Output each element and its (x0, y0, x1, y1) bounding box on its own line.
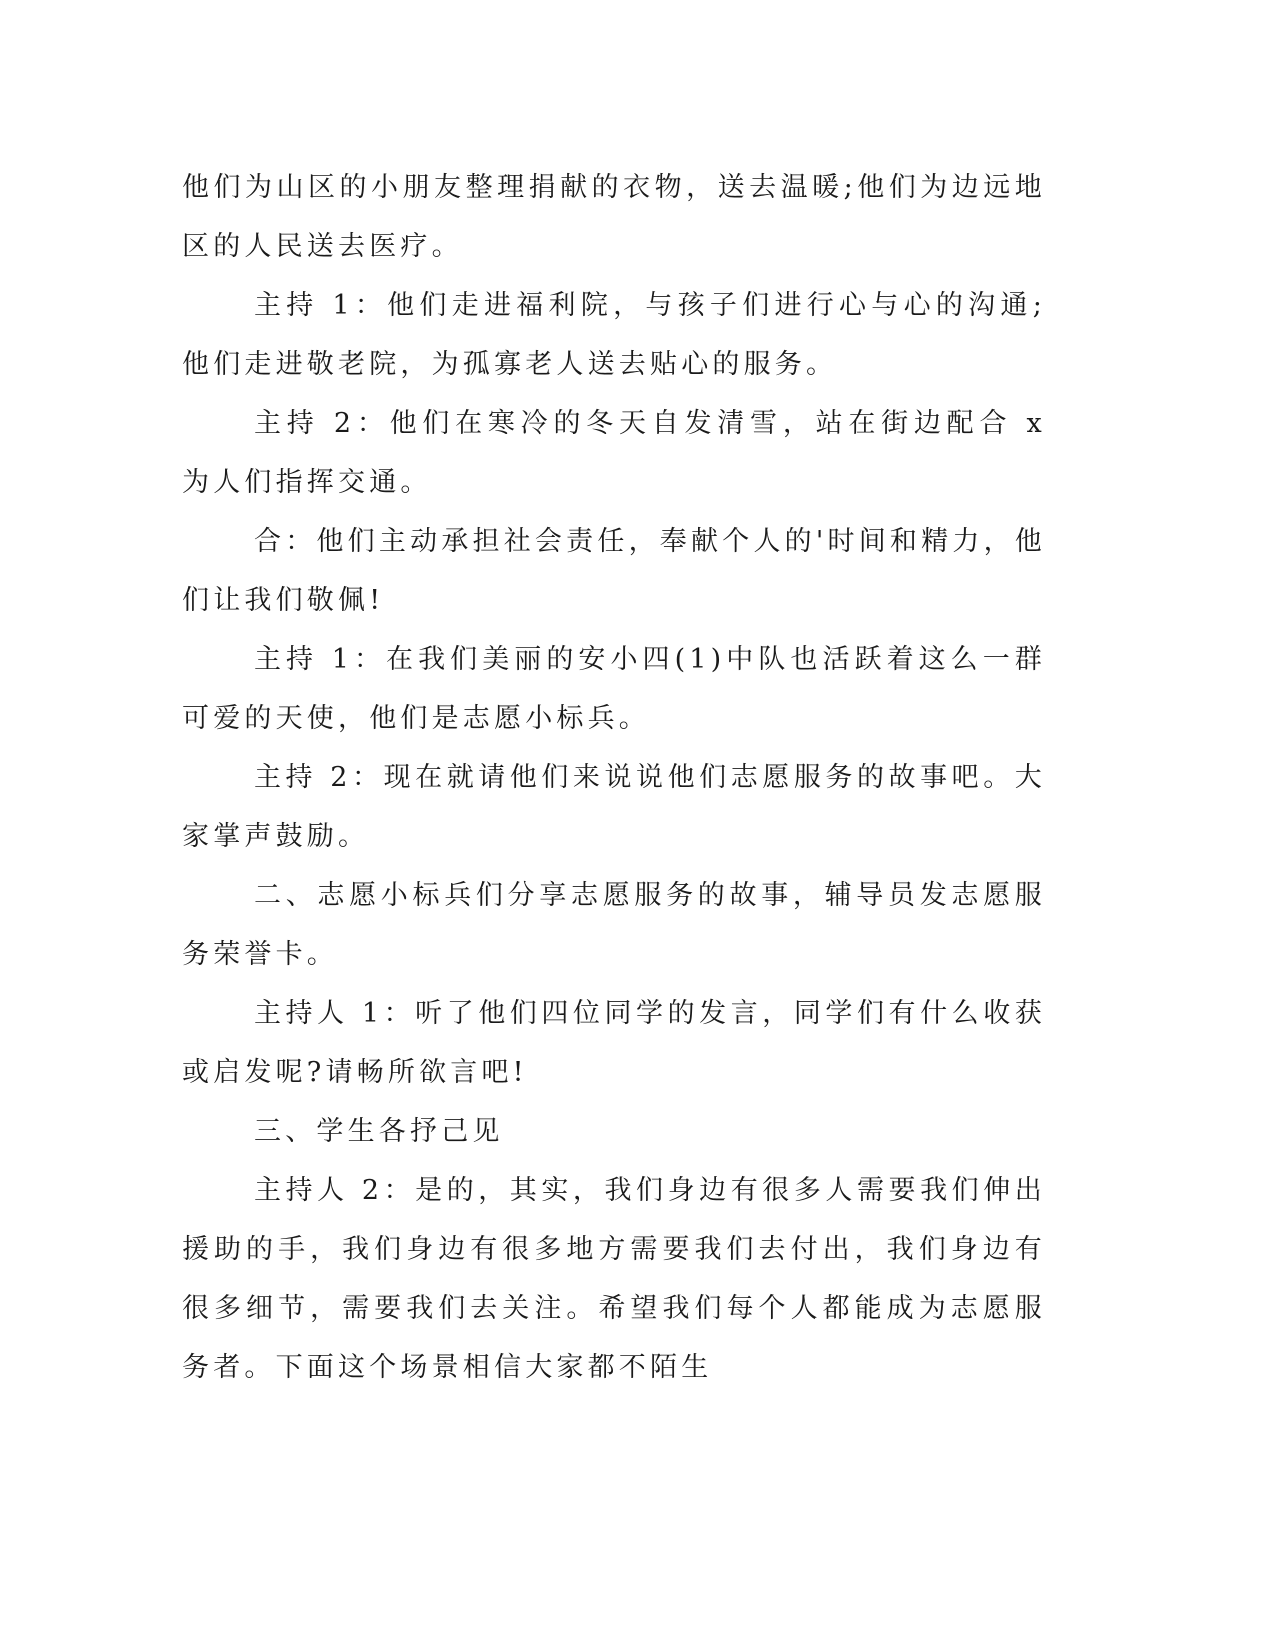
section-heading-three: 三、学生各抒己见 (254, 1116, 504, 1147)
paragraph-together: 合：他们主动承担社会责任，奉献个人的'时间和精力，他们让我们敬佩! (182, 526, 1046, 616)
paragraph-volunteer-intro: 他们为山区的小朋友整理捐献的衣物，送去温暖;他们为边远地区的人民送去医疗。 (182, 172, 1046, 262)
paragraph-host1-angels: 主持 1：在我们美丽的安小四(1)中队也活跃着这么一群可爱的天使，他们是志愿小标兵。 (182, 644, 1046, 734)
paragraph-host1-welfare: 主持 1：他们走进福利院，与孩子们进行心与心的沟通;他们走进敬老院，为孤寡老人送去贴心的服务。 (182, 290, 1046, 380)
paragraph-host2-snow: 主持 2：他们在寒冷的冬天自发清雪，站在街边配合 x 为人们指挥交通。 (182, 408, 1046, 498)
paragraph-host1-feedback: 主持人 1：听了他们四位同学的发言，同学们有什么收获或启发呢?请畅所欲言吧! (182, 998, 1046, 1088)
paragraph-host2-conclusion: 主持人 2：是的，其实，我们身边有很多人需要我们伸出援助的手，我们身边有很多地方需要我们去付出，我们身边有很多细节，需要我们去关注。希望我们每个人都能成为志愿服务者。下面这个场景相信大家都不陌生 (182, 1175, 1046, 1383)
paragraph-host2-stories: 主持 2：现在就请他们来说说他们志愿服务的故事吧。大家掌声鼓励。 (182, 762, 1046, 852)
section-heading-two: 二、志愿小标兵们分享志愿服务的故事，辅导员发志愿服务荣誉卡。 (182, 880, 1046, 970)
document-body (182, 158, 1046, 1397)
